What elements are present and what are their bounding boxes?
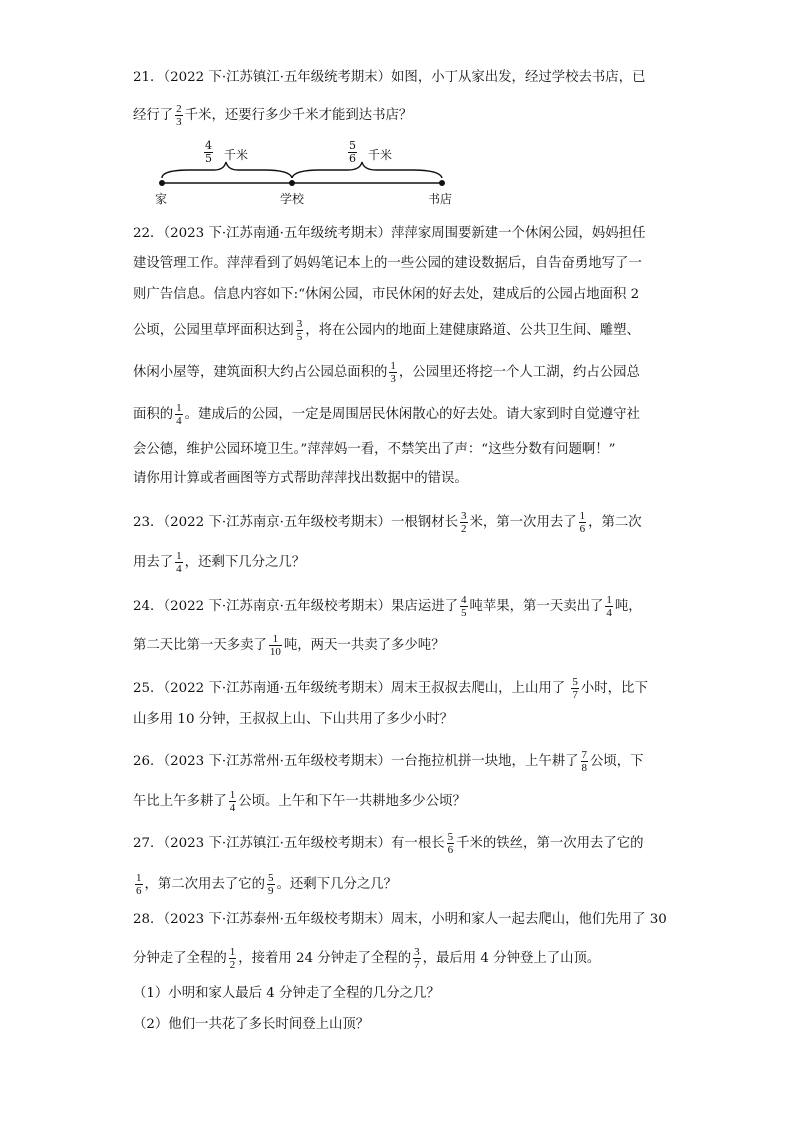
fraction: $\frac{1}{4}$ (229, 789, 236, 814)
q26-line-2 (133, 789, 466, 814)
q27-text: 千米的铁丝，第一次用去了它的 (456, 836, 644, 851)
fraction: $\frac{3}{7}$ (414, 946, 420, 971)
q24-line-2 (133, 633, 445, 658)
fraction: $\frac{3}{2}$ (461, 510, 467, 535)
q22-line-3 (133, 285, 639, 305)
q26-text: 公顷，下 (590, 754, 644, 769)
fraction: $\frac{4}{5}$ (461, 594, 467, 619)
q22-line-6 (133, 402, 640, 427)
q22-text: 公顷，公园里草坪面积达到 (133, 323, 294, 338)
q27-text: 。还剩下几分之几？ (276, 877, 398, 892)
q28-sub-2 (133, 1015, 369, 1035)
q21-text: 经行了 (133, 108, 174, 123)
q21-line-2 (133, 103, 412, 128)
fraction: $\frac{1}{6}$ (579, 510, 586, 535)
fraction: $\frac{2}{3}$ (176, 103, 182, 128)
q25-text: 25．（2022 下·江苏南通·五年级统考期末）周末王叔叔去爬山，上山用了 (133, 681, 570, 696)
fraction: $\frac{1}{2}$ (229, 946, 236, 971)
fraction: $\frac{5}{9}$ (268, 872, 274, 897)
q22-text: 面积的 (133, 407, 174, 422)
q22-text: ，将在公园内的地面上建健康路道、公共卫生间、雕塑、 (305, 323, 640, 338)
fraction: $\frac{1}{4}$ (176, 550, 182, 575)
q23-text: ，第二次 (588, 515, 642, 530)
q27-line-1 (133, 831, 644, 856)
q22-text: 。建成后的公园，一定是周围居民休闲散心的好去处。请大家到时自觉遵守社 (184, 407, 640, 422)
q26-text: 26．（2023 下·江苏常州·五年级校考期末）一台拖拉机拼一块地，上午耕了 (133, 754, 579, 769)
home-dot (159, 180, 165, 186)
bookstore-label: 书店 (428, 192, 453, 206)
q28-subquestion: （1）小明和家人最后 4 分钟走了全程的几分之几？ (133, 986, 440, 1001)
q21-text: 千米，还要行多少千米才能到达书店？ (184, 108, 413, 123)
q28-text: ，最后用 4 分钟登上了山顶。 (422, 951, 601, 966)
q22-line-1 (133, 224, 645, 244)
q21-text: 21．（2022 下·江苏镇江·五年级统考期末）如图，小丁从家出发，经过学校去书店，已 (133, 70, 646, 85)
fraction: $\frac{5}{6}$ (447, 831, 454, 856)
q22-text: 则广告信息。信息内容如下:“休闲公园，市民休闲的好去处，建成后的公园占地面积 2 (133, 287, 640, 302)
fraction: $\frac{1}{10}$ (269, 633, 281, 658)
q24-text: 第二天比第一天多卖了 (133, 638, 267, 653)
q24-text: 吨苹果，第一天卖出了 (469, 599, 604, 614)
fraction: $\frac{1}{4}$ (606, 594, 612, 619)
q26-text: 公顷。上午和下午一共耕地多少公顷？ (238, 794, 466, 809)
q22-text: 建设管理工作。萍萍看到了妈妈笔记本上的一些公园的建设数据后，自告奋勇地写了一 (133, 256, 642, 271)
q25-text: 山多用 10 分钟，王叔叔上山、下山共用了多少小时？ (133, 712, 454, 727)
q24-line-1 (133, 594, 642, 619)
q25-line-2 (133, 710, 453, 730)
q26-line-1 (133, 749, 644, 774)
q25-line-1 (133, 676, 648, 701)
q27-text: 27．（2023 下·江苏镇江·五年级校考期末）有一根长 (133, 836, 445, 851)
q22-text: 休闲小屋等，建筑面积大约占公园总面积的 (133, 365, 388, 380)
fraction: $\frac{3}{5}$ (296, 318, 303, 343)
q23-line-2 (133, 550, 305, 575)
q26-text: 午比上午多耕了 (133, 794, 227, 809)
fraction: $\frac{5}{7}$ (572, 676, 578, 701)
fraction: $\frac{1}{3}$ (390, 360, 396, 385)
seg2-fraction: $\frac{5}{6}$ (349, 139, 356, 165)
q24-text: 24．（2022 下·江苏南京·五年级校考期末）果店运进了 (133, 599, 458, 614)
q22-line-4 (133, 318, 640, 343)
home-label: 家 (155, 192, 168, 206)
q28-text: ，接着用 24 分钟走了全程的 (238, 951, 412, 966)
q27-line-2 (133, 872, 397, 897)
route-diagram (150, 140, 460, 210)
q22-text: 会公德，维护公园环境卫生。”萍萍妈一看，不禁笑出了声：“这些分数有问题啊！” (133, 442, 616, 457)
q23-text: ，还剩下几分之几？ (184, 555, 306, 570)
q28-line-1 (133, 910, 667, 930)
fraction: $\frac{1}{6}$ (136, 872, 142, 897)
brace-right (292, 162, 442, 178)
q23-text: 米，第一次用去了 (469, 515, 577, 530)
seg2-unit: 千米 (368, 148, 393, 162)
fraction: $\frac{7}{8}$ (581, 749, 588, 774)
fraction: $\frac{1}{4}$ (176, 402, 182, 427)
q22-line-5 (133, 360, 640, 385)
q22-line-7 (133, 440, 616, 460)
route-line-svg (150, 140, 460, 210)
q25-text: 小时，比下 (580, 681, 648, 696)
q22-line-2 (133, 254, 642, 274)
q23-text: 23．（2022 下·江苏南京·五年级校考期末）一根钢材长 (133, 515, 458, 530)
q28-sub-1 (133, 984, 440, 1004)
q28-text: 28．（2023 下·江苏泰州·五年级校考期末）周末，小明和家人一起去爬山，他们先用了 30 (133, 912, 667, 927)
q23-line-1 (133, 510, 642, 535)
q23-text: 用去了 (133, 555, 174, 570)
school-dot (289, 180, 295, 186)
q28-text: 分钟走了全程的 (133, 951, 227, 966)
q24-text: 吨， (614, 599, 642, 614)
q22-text: ，公园里还将挖一个人工湖，约占公园总 (398, 365, 640, 380)
q24-text: 吨，两天一共卖了多少吨？ (283, 638, 445, 653)
q21-line-1 (133, 68, 645, 88)
bookstore-dot (439, 180, 445, 186)
q28-line-2 (133, 946, 600, 971)
q27-text: ，第二次用去了它的 (144, 877, 266, 892)
q22-text: 22．（2023 下·江苏南通·五年级统考期末）萍萍家周围要新建一个休闲公园，妈妈担任 (133, 226, 646, 241)
seg1-fraction: $\frac{4}{5}$ (205, 139, 212, 165)
q28-subquestion: （2）他们一共花了多长时间登上山顶？ (133, 1017, 370, 1032)
seg1-unit: 千米 (224, 148, 249, 162)
q22-text: 请你用计算或者画图等方式帮助萍萍找出数据中的错误。 (133, 471, 468, 486)
q22-line-8 (133, 469, 468, 489)
school-label: 学校 (280, 192, 305, 206)
brace-left (162, 162, 292, 178)
